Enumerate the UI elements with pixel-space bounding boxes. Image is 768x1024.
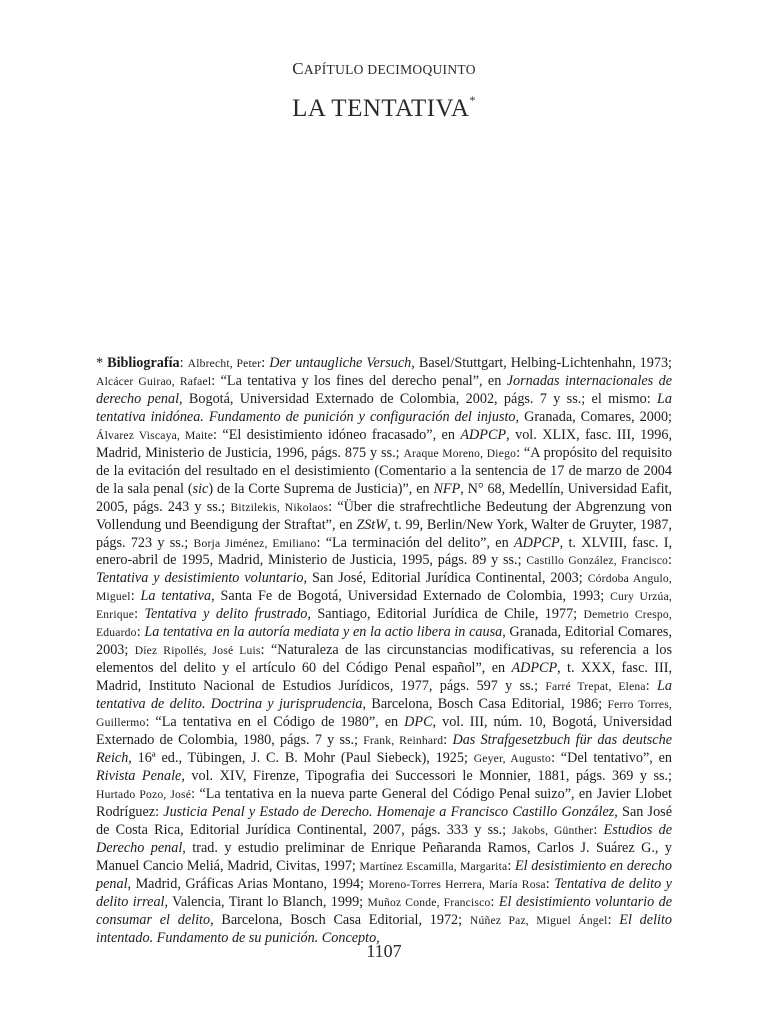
author-name-run: Borja Jiménez, Emiliano [193, 536, 317, 550]
footnote-text-run: , t. 99, Berlin/New York, Walter de Gruyter, 1987, págs. 723 y ss.; [96, 516, 672, 551]
author-name-run: Bitzilekis, Nikolaos [230, 500, 329, 514]
author-name-run: Geyer, Augusto [473, 751, 552, 765]
footnote-text-run: : [593, 821, 604, 838]
footnote-text-run: , 16ª ed., Tübingen, J. C. B. Mohr (Paul Siebeck), 1925; [128, 749, 474, 766]
footnote-text-run: , Santiago, Editorial Jurídica de Chile, 1977; [307, 606, 584, 623]
chapter-title [0, 93, 768, 123]
author-name-run: Álvarez Viscaya, Maite [96, 428, 214, 442]
footnote-text-run: , Granada, Comares, 2000; [515, 408, 672, 425]
footnote-text-run: : [507, 857, 515, 874]
italic-title-run: Der untaugliche Versuch [269, 355, 412, 371]
footnote-text-run: : [136, 624, 145, 641]
chapter-label-rest: APÍTULO DECIMOQUINTO [303, 62, 476, 77]
italic-title-run: sic [192, 480, 209, 497]
italic-title-run: ADPCP [460, 426, 507, 443]
author-name-run: Albrecht, Peter [187, 357, 262, 370]
footnote-text-run: : [645, 678, 658, 695]
italic-title-run: NFP [433, 480, 461, 497]
footnote-text-run: : “La tentativa en el Código de 1980”, en [145, 714, 405, 731]
italic-title-run: Rivista Penale [96, 767, 182, 784]
bibliography-footnote [96, 355, 672, 947]
author-name-run: Díez Ripollés, José Luis [134, 644, 261, 658]
footnote-text-run: , Barcelona, Bosch Casa Editorial, 1972; [210, 911, 470, 928]
author-name-run: Ferro Torres, Guillermo [96, 698, 673, 730]
footnote-text-run: : [545, 875, 555, 892]
italic-title-run: La tentativa en la autoría mediata y en la actio libera in causa [144, 624, 503, 641]
author-name-run: Castillo González, Francisco [526, 554, 669, 568]
author-name-run: Martínez Escamilla, Margarita [359, 859, 508, 873]
italic-title-run: El desistimiento voluntario de consumar el delito [96, 893, 672, 928]
author-name-run: Cury Urzúa, Enrique [96, 590, 672, 622]
italic-title-run: Tentativa de delito y delito irreal [96, 875, 672, 910]
chapter-label-initial: C [292, 59, 304, 78]
italic-title-run: El delito intentado. Fundamento de su punición. Concepto, [96, 911, 672, 946]
footnote-text-run: : “La terminación del delito”, en [316, 534, 514, 551]
italic-title-run: ADPCP [511, 660, 558, 677]
footnote-text-run: : [179, 355, 188, 371]
author-name-run: Araque Moreno, Diego [403, 446, 517, 460]
author-name-run: Alcácer Guirao, Rafael [96, 374, 212, 388]
author-name-run: Moreno-Torres Herrera, María Rosa [368, 877, 546, 891]
author-name-run: Frank, Reinhard [363, 734, 444, 748]
footnote-text-run: : [130, 588, 141, 605]
italic-title-run: ZStW [356, 516, 388, 533]
footnote-text-run: , t. XXX, fasc. III, Madrid, Instituto Nacional de Estudios Jurídicos, 1977, págs. 597 y ss.; [96, 660, 672, 695]
footnote-text-run: , N° 68, Medellín, Universidad Eafit, 2005, págs. 243 y ss.; [96, 480, 673, 515]
footnote-text-run: , vol. XLIX, fasc. III, 1996, Madrid, Ministerio de Justicia, 1996, págs. 875 y ss.; [96, 426, 672, 461]
footnote-marker: * [469, 93, 476, 107]
footnote-text-run: , Basel/Stuttgart, Helbing-Lichtenhahn, 1973; [411, 355, 672, 371]
chapter-title-text: LA TENTATIVA [292, 95, 470, 122]
footnote-text-run: : “La tentativa y los fines del derecho penal”, en [211, 372, 507, 389]
italic-title-run: Tentativa y delito frustrado [144, 606, 308, 623]
footnote-text-run: : “El desistimiento idóneo fracasado”, en [213, 426, 461, 443]
italic-title-run: La tentativa de delito. Doctrina y jurisprudencia [96, 678, 672, 713]
italic-title-run: Jornadas internacionales de derecho penal [96, 372, 672, 407]
author-name-run: Jakobs, Günther [512, 823, 594, 837]
footnote-text-run: , Bogotá, Universidad Externado de Colombia, 2002, págs. 7 y ss.; el mismo: [179, 390, 658, 407]
italic-title-run: La tentativa [140, 588, 212, 605]
author-name-run: Hurtado Pozo, José [96, 787, 192, 801]
footnote-heading: Bibliografía [107, 355, 180, 371]
italic-title-run: Justicia Penal y Estado de Derecho. Homenaje a Francisco Castillo González [163, 803, 615, 820]
author-name-run: Farré Trepat, Elena [545, 680, 646, 694]
author-name-run: Muñoz Conde, Francisco [367, 895, 491, 909]
footnote-text-run: , Valencia, Tirant lo Blanch, 1999; [164, 893, 368, 910]
page-number: 1107 [366, 941, 402, 961]
footnote-text-run: , Granada, Editorial Comares, 2003; [96, 624, 673, 659]
footnote-text-run: , t. XLVIII, fasc. I, enero-abril de 1995, Madrid, Ministerio de Justicia, 1995, págs. 89 y ss.; [96, 534, 672, 569]
footnote-text-run: , San José de Costa Rica, Editorial Jurídica Continental, 2007, págs. 333 y ss.; [96, 803, 672, 838]
footnote-text-run: , Santa Fe de Bogotá, Universidad Externado de Colombia, 1993; [211, 588, 611, 605]
footnote-text-run: : “Über die strafrechtliche Bedeutung der Abgrenzung von Vollendung und Beendigung der Straftat”, en [96, 498, 672, 533]
chapter-label [0, 59, 768, 79]
footnote-text-run: ) de la Corte Suprema de Justicia)”, en [208, 480, 434, 497]
footnote-text-run: , vol. XIV, Firenze, Tipografia dei Successori le Monnier, 1881, págs. 369 y ss.; [181, 767, 672, 784]
footnote-star: * [96, 355, 108, 371]
footnote-text-run: : [134, 606, 145, 623]
footnote-text-run: , San José, Editorial Jurídica Continental, 2003; [303, 570, 588, 587]
author-name-run: Núñez Paz, Miguel Ángel [469, 913, 608, 927]
italic-title-run: Das Strafgesetzbuch für das deutsche Reich [96, 732, 672, 766]
footnote-text-run: : [490, 893, 499, 910]
footnote-text-run: , Madrid, Gráficas Arias Montano, 1994; [127, 875, 369, 892]
footnote-text-run: : [668, 552, 672, 569]
footnote-text-run: : “La tentativa en la nueva parte General del Código Penal suizo”, en Javier Llobet Rodríguez: [96, 785, 672, 820]
italic-title-run: Tentativa y desistimiento voluntario [96, 570, 304, 587]
italic-title-run: ADPCP [513, 534, 560, 551]
italic-title-run: DPC [404, 714, 433, 731]
author-name-run: Demetrio Crespo, Eduardo [96, 608, 673, 640]
italic-title-run: Estudios de Derecho penal [96, 821, 673, 856]
author-name-run: Córdoba Angulo, Miguel [96, 572, 672, 604]
footnote-text-run: : [443, 732, 453, 749]
footnote-text-run: : “Naturaleza de las circunstancias modificativas, su referencia a los elementos del delito y el artículo 60 del Código Penal español”, en [96, 642, 672, 677]
footnote-text-run: , Barcelona, Bosch Casa Editorial, 1986; [362, 696, 608, 713]
footnote-text-run: , vol. III, núm. 10, Bogotá, Universidad Externado de Colombia, 1980, págs. 7 y ss.; [96, 714, 672, 749]
footnote-text-run: : “Del tentativo”, en [551, 749, 672, 766]
italic-title-run: La tentativa inidónea. Fundamento de punición y configuración del injusto [96, 390, 673, 425]
footnote-text-run: : [261, 355, 270, 371]
footnote-text-run: , trad. y estudio preliminar de Enrique Peñaranda Ramos, Carlos J. Suárez G., y Manuel Cancio Meliá, Madrid, Civitas, 1997; [96, 839, 672, 874]
footnote-text-run: : [607, 911, 620, 928]
italic-title-run: El desistimiento en derecho penal [96, 857, 672, 892]
footnote-text-run: : “A propósito del requisito de la evitación del resultado en el desistimiento (Comentario a la sentencia de 17 de marzo de 2004 de la sala penal ( [96, 444, 672, 497]
